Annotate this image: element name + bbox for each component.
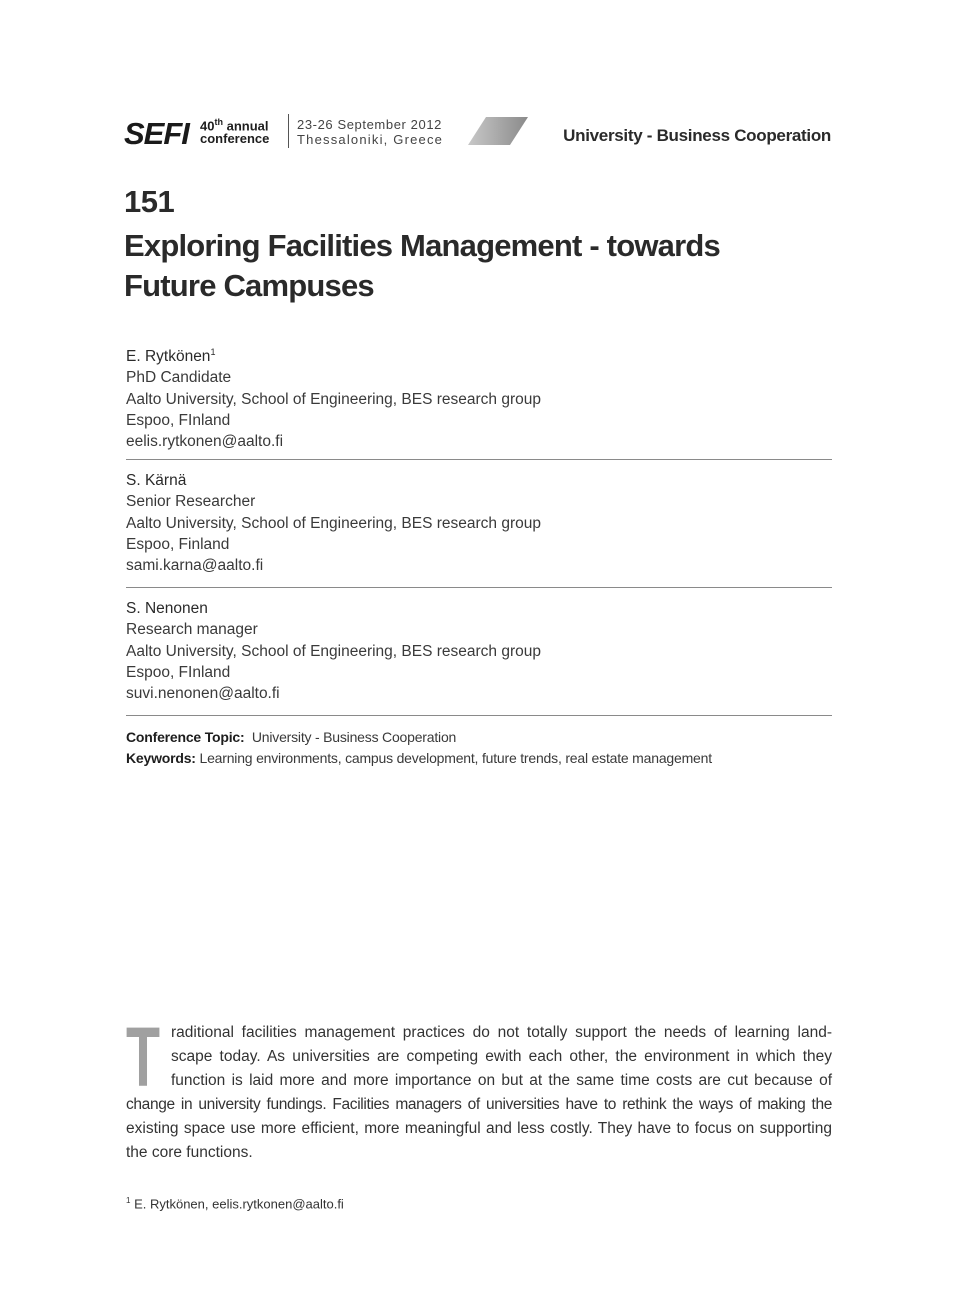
author-role: PhD Candidate: [126, 369, 232, 387]
abstract-line: function is laid more and more importance on but at the same time costs are cut because of: [171, 1072, 832, 1089]
abstract-line: the core functions.: [126, 1144, 253, 1161]
author-block: [126, 470, 832, 576]
decorative-parallelogram-icon: [468, 116, 528, 146]
paper-number: 151: [124, 184, 175, 219]
topic-value: University - Business Cooperation: [251, 729, 457, 745]
author-name: S. Kärnä: [126, 472, 187, 489]
conference-label: conference: [200, 131, 270, 146]
author-affiliation: Aalto University, School of Engineering, BES research group: [126, 390, 541, 408]
author-block: [126, 342, 832, 453]
footnote: $^1$ E. Rytkönen, eelis.rytkonen@aalto.fi: [126, 1196, 344, 1212]
author-email[interactable]: eelis.rytkonen@aalto.fi: [126, 433, 284, 451]
paper-title-line: Future Campuses: [124, 268, 374, 303]
header-divider: [288, 114, 289, 148]
author-location: Espoo, Finland: [126, 535, 230, 553]
conference-place: Thessaloniki, Greece: [297, 132, 444, 147]
keywords: [126, 748, 712, 769]
svg-text:T: T: [126, 1010, 160, 1104]
topic-label: Conference Topic:: [126, 729, 245, 745]
author-name: S. Nenonen: [126, 600, 208, 617]
logo-text: SEFI: [124, 116, 189, 151]
keywords-label: Keywords:: [126, 750, 196, 766]
author-block: [126, 598, 832, 704]
author-location: Espoo, FInland: [126, 412, 231, 430]
divider: [126, 587, 832, 588]
author-location: Espoo, FInland: [126, 663, 231, 681]
author-role: Senior Researcher: [126, 493, 256, 511]
keywords-value: Learning environments, campus development, future trends, real estate management: [199, 750, 712, 766]
author-affiliation: Aalto University, School of Engineering, BES research group: [126, 642, 541, 660]
abstract-text: [126, 1021, 832, 1165]
abstract-line: scape today. As universities are competing ewith each other, the environment in which they: [171, 1048, 832, 1065]
author-affiliation: Aalto University, School of Engineering, BES research group: [126, 514, 541, 532]
paper-title: [124, 226, 824, 306]
divider: [126, 715, 832, 716]
author-role: Research manager: [126, 621, 258, 639]
abstract-line: raditional facilities management practices do not totally support the needs of learning land-: [171, 1024, 832, 1041]
abstract-line: existing space use more efficient, more meaningful and less costly. They have to focus on supporting: [126, 1120, 832, 1137]
divider: [126, 459, 832, 460]
author-email[interactable]: sami.karna@aalto.fi: [126, 557, 264, 575]
abstract-line: change in university fundings. Facilities managers of universities have to rethink the ways of making the: [126, 1096, 832, 1113]
conference-edition: 40th annual: [200, 117, 269, 134]
paper-title-line: Exploring Facilities Management - towards: [124, 228, 720, 263]
author-email[interactable]: suvi.nenonen@aalto.fi: [126, 685, 280, 703]
conference-topic: [126, 727, 456, 748]
author-name: E. Rytkönen$^1$: [126, 347, 216, 366]
conference-date: 23-26 September 2012: [297, 117, 442, 132]
header-topic: University - Business Cooperation: [563, 126, 831, 145]
sefi-logo: [124, 116, 190, 151]
